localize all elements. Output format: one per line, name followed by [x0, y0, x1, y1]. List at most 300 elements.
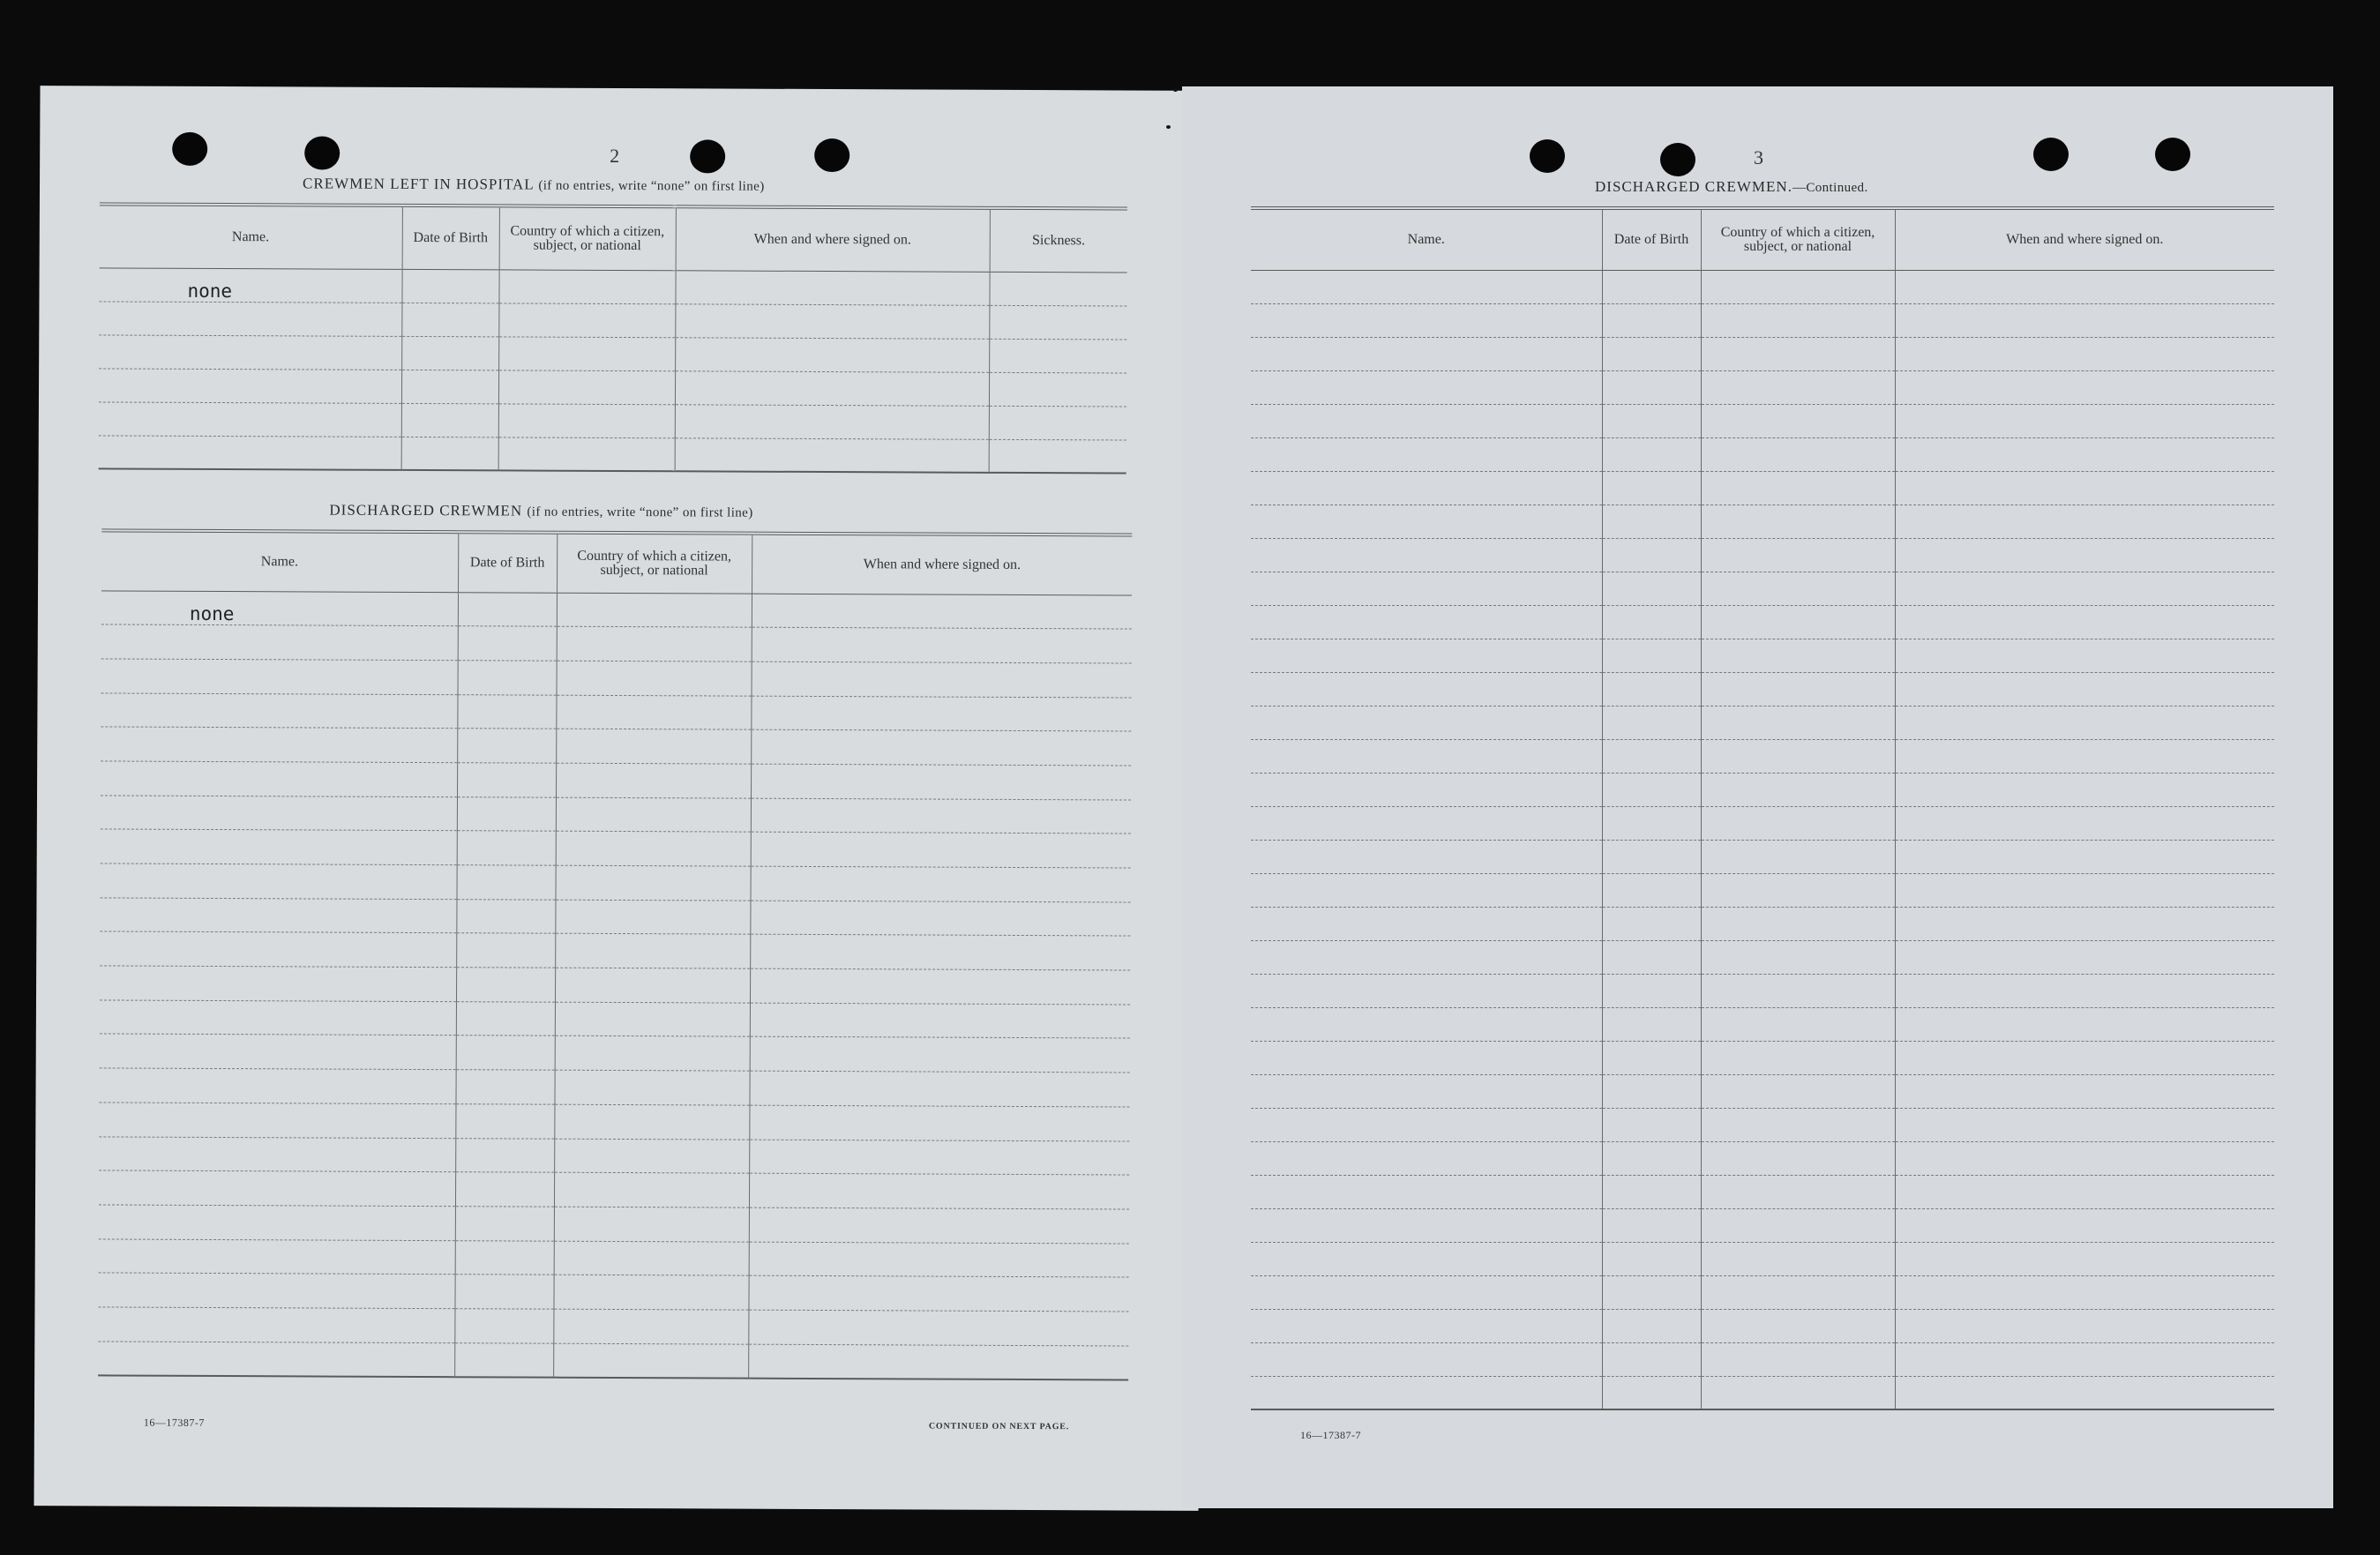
table-cell[interactable] — [1701, 1007, 1895, 1041]
table-cell[interactable] — [1602, 1376, 1701, 1409]
table-cell[interactable] — [99, 1068, 455, 1103]
table-cell[interactable] — [1701, 437, 1895, 471]
table-cell[interactable] — [101, 829, 457, 864]
table-cell[interactable] — [1701, 303, 1895, 337]
table-cell[interactable] — [457, 763, 556, 797]
table-cell[interactable] — [1251, 337, 1602, 370]
table-cell[interactable] — [1251, 1141, 1602, 1175]
table-cell[interactable] — [749, 1173, 1129, 1209]
table-cell[interactable] — [1602, 1342, 1701, 1376]
table-cell[interactable] — [1602, 1208, 1701, 1242]
table-cell[interactable] — [1701, 1041, 1895, 1074]
table-cell[interactable] — [1602, 639, 1701, 672]
table-cell[interactable] — [1251, 1041, 1602, 1074]
table-cell[interactable] — [1895, 1108, 2274, 1141]
punch-hole — [690, 139, 725, 173]
table-cell[interactable] — [1251, 974, 1602, 1007]
table-cell[interactable] — [101, 796, 457, 831]
table-cell[interactable] — [1895, 605, 2274, 639]
table-cell[interactable] — [99, 401, 401, 436]
table-row — [1251, 1041, 2274, 1074]
table-cell[interactable] — [750, 901, 1130, 937]
table-cell[interactable] — [1895, 1309, 2274, 1342]
table-cell[interactable] — [1251, 1309, 1602, 1342]
table-cell[interactable] — [458, 592, 557, 626]
table-cell[interactable] — [1602, 1007, 1701, 1041]
table-cell[interactable] — [555, 900, 750, 935]
punch-hole — [2033, 138, 2069, 171]
discharged-title-note: (if no entries, write “none” on first line) — [527, 505, 753, 520]
table-cell[interactable] — [99, 301, 401, 335]
table-cell[interactable] — [1602, 437, 1701, 471]
table-cell[interactable] — [750, 866, 1130, 902]
table-cell[interactable] — [1895, 706, 2274, 739]
column-header: Name. — [101, 530, 458, 592]
table-cell[interactable] — [1701, 1074, 1895, 1108]
table-cell[interactable] — [101, 761, 457, 796]
table-cell[interactable] — [1251, 806, 1602, 840]
table-cell[interactable] — [1602, 538, 1701, 572]
table-cell[interactable] — [750, 1003, 1130, 1039]
table-cell[interactable] — [751, 696, 1131, 732]
table-row — [1251, 1108, 2274, 1141]
table-cell[interactable] — [456, 1035, 555, 1070]
table-row — [101, 692, 1131, 731]
table-row — [1251, 437, 2274, 471]
table-cell[interactable] — [98, 1273, 454, 1308]
table-cell[interactable] — [401, 336, 498, 370]
table-cell[interactable] — [401, 370, 498, 403]
table-row — [1251, 1208, 2274, 1242]
table-cell[interactable] — [1701, 337, 1895, 370]
table-cell[interactable] — [554, 1241, 749, 1276]
table-cell[interactable] — [454, 1275, 553, 1309]
table-cell[interactable] — [1602, 1041, 1701, 1074]
table-cell[interactable] — [98, 1342, 454, 1377]
table-cell[interactable] — [1895, 572, 2274, 605]
column-header: Country of which a citizen, subject, or national — [1701, 208, 1895, 270]
table-cell[interactable] — [989, 339, 1126, 373]
table-cell[interactable] — [1895, 270, 2274, 303]
first-entry-cell[interactable]: none — [99, 267, 401, 302]
table-cell[interactable] — [1701, 873, 1895, 907]
table-cell[interactable] — [99, 1170, 455, 1206]
table-cell[interactable] — [1602, 974, 1701, 1007]
table-cell[interactable] — [457, 694, 556, 729]
table-cell[interactable] — [1701, 1108, 1895, 1141]
table-cell[interactable] — [556, 797, 751, 833]
table-row — [1251, 538, 2274, 572]
table-cell[interactable] — [99, 334, 401, 369]
table-cell[interactable] — [748, 1275, 1128, 1312]
table-cell[interactable] — [1602, 873, 1701, 907]
table-cell[interactable] — [1602, 404, 1701, 437]
table-cell[interactable] — [750, 935, 1130, 971]
table-row — [1251, 739, 2274, 773]
table-cell[interactable] — [1251, 1007, 1602, 1041]
table-cell[interactable] — [1701, 572, 1895, 605]
table-cell[interactable] — [1895, 672, 2274, 706]
table-cell[interactable] — [457, 796, 556, 831]
table-cell[interactable] — [99, 1205, 455, 1240]
table-cell[interactable] — [401, 437, 498, 470]
table-row — [1251, 505, 2274, 538]
table-cell[interactable] — [1251, 404, 1602, 437]
table-cell[interactable] — [675, 303, 989, 339]
discharged-continued-header-row — [1251, 208, 2274, 270]
table-cell[interactable] — [989, 406, 1126, 440]
left-page — [34, 86, 1204, 1511]
table-cell[interactable] — [557, 661, 752, 696]
table-cell[interactable] — [749, 1140, 1129, 1176]
table-cell[interactable] — [989, 272, 1126, 306]
table-cell[interactable] — [498, 269, 675, 303]
table-cell[interactable] — [1895, 1242, 2274, 1275]
table-cell[interactable] — [498, 437, 675, 471]
table-cell[interactable] — [1895, 773, 2274, 806]
table-cell[interactable] — [1895, 1074, 2274, 1108]
table-row — [98, 1273, 1128, 1312]
table-cell[interactable] — [554, 1172, 749, 1207]
table-cell[interactable] — [1251, 471, 1602, 505]
table-cell[interactable] — [1701, 1242, 1895, 1275]
table-row — [101, 761, 1131, 800]
table-cell[interactable] — [101, 624, 458, 660]
right-page — [1182, 86, 2333, 1508]
table-cell[interactable] — [989, 439, 1126, 474]
paper-speck — [1173, 88, 1178, 92]
table-row — [1251, 940, 2274, 974]
table-cell[interactable] — [1701, 706, 1895, 739]
table-cell[interactable] — [1895, 639, 2274, 672]
table-cell[interactable] — [1895, 404, 2274, 437]
table-cell[interactable] — [1602, 1309, 1701, 1342]
table-cell[interactable] — [1701, 404, 1895, 437]
table-cell[interactable] — [751, 764, 1131, 800]
table-cell[interactable] — [101, 692, 457, 728]
table-cell[interactable] — [555, 934, 750, 969]
table-cell[interactable] — [1701, 1141, 1895, 1175]
table-cell[interactable] — [1602, 806, 1701, 840]
table-cell[interactable] — [989, 305, 1126, 340]
table-cell[interactable] — [1701, 806, 1895, 840]
table-cell[interactable] — [1701, 974, 1895, 1007]
table-cell[interactable] — [556, 729, 751, 764]
table-cell[interactable] — [556, 763, 751, 798]
table-cell[interactable] — [458, 661, 557, 695]
table-row — [1251, 1275, 2274, 1309]
table-cell[interactable] — [1251, 940, 1602, 974]
table-cell[interactable] — [1701, 907, 1895, 940]
column-header: Date of Birth — [402, 206, 499, 269]
table-cell[interactable] — [1895, 1041, 2274, 1074]
table-cell[interactable] — [455, 1240, 554, 1275]
table-cell[interactable] — [498, 303, 675, 337]
table-cell[interactable] — [1251, 437, 1602, 471]
table-cell[interactable] — [1701, 1175, 1895, 1208]
table-cell[interactable] — [1895, 370, 2274, 404]
table-cell[interactable] — [554, 1207, 749, 1242]
table-row — [1251, 706, 2274, 739]
table-row — [1251, 572, 2274, 605]
table-cell[interactable] — [1251, 1275, 1602, 1309]
table-cell[interactable] — [751, 729, 1131, 766]
table-cell[interactable] — [556, 831, 751, 866]
table-cell[interactable] — [749, 1071, 1129, 1107]
table-cell[interactable] — [1251, 505, 1602, 538]
table-cell[interactable] — [98, 1307, 454, 1342]
table-cell[interactable] — [1701, 940, 1895, 974]
table-cell[interactable] — [1602, 337, 1701, 370]
table-cell[interactable] — [100, 1000, 456, 1035]
table-cell[interactable] — [1251, 907, 1602, 940]
table-cell[interactable] — [1251, 572, 1602, 605]
table-cell[interactable] — [401, 403, 498, 437]
table-cell[interactable] — [1251, 840, 1602, 873]
table-cell[interactable] — [675, 270, 989, 305]
table-cell[interactable] — [1895, 1376, 2274, 1409]
table-cell[interactable] — [752, 662, 1132, 698]
table-cell[interactable] — [1701, 270, 1895, 303]
table-cell[interactable] — [752, 594, 1132, 630]
table-cell[interactable] — [553, 1309, 748, 1344]
table-cell[interactable] — [1701, 1275, 1895, 1309]
table-cell[interactable] — [1701, 1208, 1895, 1242]
table-cell[interactable] — [1602, 270, 1701, 303]
table-cell[interactable] — [99, 368, 401, 402]
table-cell[interactable] — [1895, 1175, 2274, 1208]
table-cell[interactable] — [100, 898, 456, 933]
table-cell[interactable] — [1701, 739, 1895, 773]
table-cell[interactable] — [1251, 1208, 1602, 1242]
table-cell[interactable] — [553, 1343, 748, 1379]
table-cell[interactable] — [749, 1207, 1129, 1244]
table-cell[interactable] — [1701, 1342, 1895, 1376]
table-cell[interactable] — [554, 1070, 749, 1105]
table-cell[interactable] — [1602, 672, 1701, 706]
table-cell[interactable] — [1602, 471, 1701, 505]
table-cell[interactable] — [1895, 337, 2274, 370]
table-cell[interactable] — [554, 1104, 749, 1140]
table-cell[interactable] — [1701, 370, 1895, 404]
hospital-title-note: (if no entries, write “none” on first line) — [538, 178, 765, 194]
table-cell[interactable] — [1602, 840, 1701, 873]
table-cell[interactable] — [555, 1036, 750, 1072]
table-cell[interactable] — [455, 1104, 554, 1139]
table-cell[interactable] — [751, 798, 1131, 834]
table-cell[interactable] — [1602, 505, 1701, 538]
table-cell[interactable] — [1895, 538, 2274, 572]
table-cell[interactable] — [1701, 471, 1895, 505]
table-cell[interactable] — [100, 966, 456, 1001]
table-cell[interactable] — [1251, 1342, 1602, 1376]
table-cell[interactable] — [1895, 873, 2274, 907]
table-cell[interactable] — [556, 695, 751, 730]
table-cell[interactable] — [1895, 1007, 2274, 1041]
table-cell[interactable] — [1701, 773, 1895, 806]
table-cell[interactable] — [455, 1207, 554, 1241]
table-cell[interactable] — [498, 370, 675, 404]
table-cell[interactable] — [456, 899, 555, 933]
table-cell[interactable] — [1602, 605, 1701, 639]
table-cell[interactable] — [1602, 739, 1701, 773]
table-cell[interactable] — [456, 865, 555, 900]
table-cell[interactable] — [1895, 806, 2274, 840]
table-cell[interactable] — [1701, 1376, 1895, 1409]
table-cell[interactable] — [1895, 1342, 2274, 1376]
table-cell[interactable] — [457, 729, 556, 763]
table-cell[interactable] — [498, 336, 675, 370]
table-row — [1251, 605, 2274, 639]
table-cell[interactable] — [1251, 1074, 1602, 1108]
table-cell[interactable] — [458, 626, 557, 661]
table-cell[interactable] — [401, 303, 498, 336]
table-cell[interactable] — [751, 832, 1131, 868]
table-cell[interactable] — [1602, 907, 1701, 940]
table-cell[interactable] — [1251, 639, 1602, 672]
table-cell[interactable] — [1251, 706, 1602, 739]
table-row — [1251, 1175, 2274, 1208]
table-cell[interactable] — [1602, 1141, 1701, 1175]
table-cell[interactable] — [1251, 605, 1602, 639]
table-cell[interactable] — [1251, 672, 1602, 706]
table-row — [101, 659, 1132, 698]
table-row — [1251, 1376, 2274, 1409]
table-cell[interactable] — [1251, 370, 1602, 404]
table-cell[interactable] — [1251, 1108, 1602, 1141]
table-cell[interactable] — [1602, 1074, 1701, 1108]
page-number: 3 — [1754, 146, 1763, 168]
hospital-table — [99, 202, 1127, 474]
table-cell[interactable] — [99, 435, 401, 469]
table-cell[interactable] — [675, 370, 989, 406]
table-cell[interactable] — [752, 627, 1132, 663]
table-cell[interactable] — [1701, 1309, 1895, 1342]
table-cell[interactable] — [750, 1037, 1130, 1073]
table-cell[interactable] — [456, 1001, 555, 1035]
table-cell[interactable] — [455, 1172, 554, 1207]
table-cell[interactable] — [454, 1309, 553, 1343]
table-cell[interactable] — [1895, 940, 2274, 974]
table-cell[interactable] — [1895, 739, 2274, 773]
table-cell[interactable] — [498, 403, 675, 437]
column-header: When and where signed on. — [676, 206, 990, 272]
table-cell[interactable] — [748, 1344, 1128, 1380]
table-cell[interactable] — [1895, 1275, 2274, 1309]
table-cell[interactable] — [1251, 303, 1602, 337]
table-row — [101, 727, 1131, 766]
table-cell[interactable] — [1602, 572, 1701, 605]
table-cell[interactable] — [1895, 1208, 2274, 1242]
table-cell[interactable] — [99, 1238, 455, 1274]
hospital-header-row — [100, 204, 1127, 272]
table-cell[interactable] — [1251, 270, 1602, 303]
discharged-continued-table — [1251, 206, 2274, 1410]
table-cell[interactable] — [1895, 505, 2274, 538]
table-cell[interactable] — [555, 968, 750, 1003]
table-cell[interactable] — [100, 1034, 456, 1069]
table-cell[interactable] — [1701, 505, 1895, 538]
table-cell[interactable] — [1251, 773, 1602, 806]
table-cell[interactable] — [101, 659, 458, 694]
table-cell[interactable] — [557, 626, 752, 662]
table-cell[interactable] — [675, 404, 989, 439]
table-cell[interactable] — [101, 727, 457, 762]
table-cell[interactable] — [1602, 1275, 1701, 1309]
table-row — [99, 401, 1126, 439]
table-cell[interactable] — [1251, 873, 1602, 907]
table-cell[interactable] — [457, 831, 556, 865]
table-cell[interactable] — [454, 1342, 553, 1377]
table-row — [1251, 974, 2274, 1007]
table-cell[interactable] — [675, 337, 989, 372]
table-cell[interactable] — [1602, 1108, 1701, 1141]
table-cell[interactable] — [750, 968, 1130, 1005]
table-cell[interactable] — [989, 372, 1126, 407]
table-cell[interactable] — [1602, 773, 1701, 806]
table-cell[interactable] — [1895, 471, 2274, 505]
table-cell[interactable] — [1701, 639, 1895, 672]
table-cell[interactable] — [1251, 1376, 1602, 1409]
table-cell[interactable] — [1251, 538, 1602, 572]
table-cell[interactable] — [749, 1105, 1129, 1141]
table-cell[interactable] — [555, 1002, 750, 1037]
table-cell[interactable] — [1701, 672, 1895, 706]
table-cell[interactable] — [1895, 907, 2274, 940]
table-cell[interactable] — [100, 931, 456, 967]
table-cell[interactable] — [456, 968, 555, 1002]
table-cell[interactable] — [555, 865, 750, 901]
table-cell[interactable] — [1895, 303, 2274, 337]
table-cell[interactable] — [456, 933, 555, 968]
table-cell[interactable] — [101, 863, 457, 899]
table-cell[interactable] — [749, 1242, 1129, 1278]
table-cell[interactable] — [1602, 370, 1701, 404]
discharged-table — [98, 528, 1132, 1380]
table-row — [99, 368, 1126, 406]
table-cell[interactable] — [401, 269, 498, 303]
table-cell[interactable] — [1895, 840, 2274, 873]
table-cell[interactable] — [1251, 739, 1602, 773]
table-cell[interactable] — [1602, 1175, 1701, 1208]
table-cell[interactable] — [99, 1136, 455, 1171]
table-cell[interactable] — [1701, 538, 1895, 572]
table-cell[interactable] — [557, 593, 752, 628]
table-cell[interactable] — [99, 1103, 455, 1138]
table-cell[interactable] — [455, 1070, 554, 1104]
table-row — [98, 1307, 1128, 1346]
table-cell[interactable] — [1602, 1242, 1701, 1275]
table-cell[interactable] — [1701, 840, 1895, 873]
table-cell[interactable] — [1895, 437, 2274, 471]
table-cell[interactable] — [1602, 303, 1701, 337]
table-cell[interactable] — [554, 1139, 749, 1174]
table-cell[interactable] — [1602, 940, 1701, 974]
table-cell[interactable] — [1251, 1175, 1602, 1208]
table-cell[interactable] — [455, 1138, 554, 1172]
table-cell[interactable] — [553, 1275, 748, 1310]
table-cell[interactable] — [1251, 1242, 1602, 1275]
table-cell[interactable] — [675, 437, 989, 473]
table-cell[interactable] — [1895, 1141, 2274, 1175]
table-cell[interactable] — [1895, 974, 2274, 1007]
first-entry-cell[interactable]: none — [101, 590, 458, 625]
continued-note: CONTINUED ON NEXT PAGE. — [928, 1421, 1070, 1432]
table-cell[interactable] — [1701, 605, 1895, 639]
discharged-header-row — [101, 530, 1132, 594]
table-cell[interactable] — [1602, 706, 1701, 739]
table-cell[interactable] — [748, 1310, 1128, 1346]
